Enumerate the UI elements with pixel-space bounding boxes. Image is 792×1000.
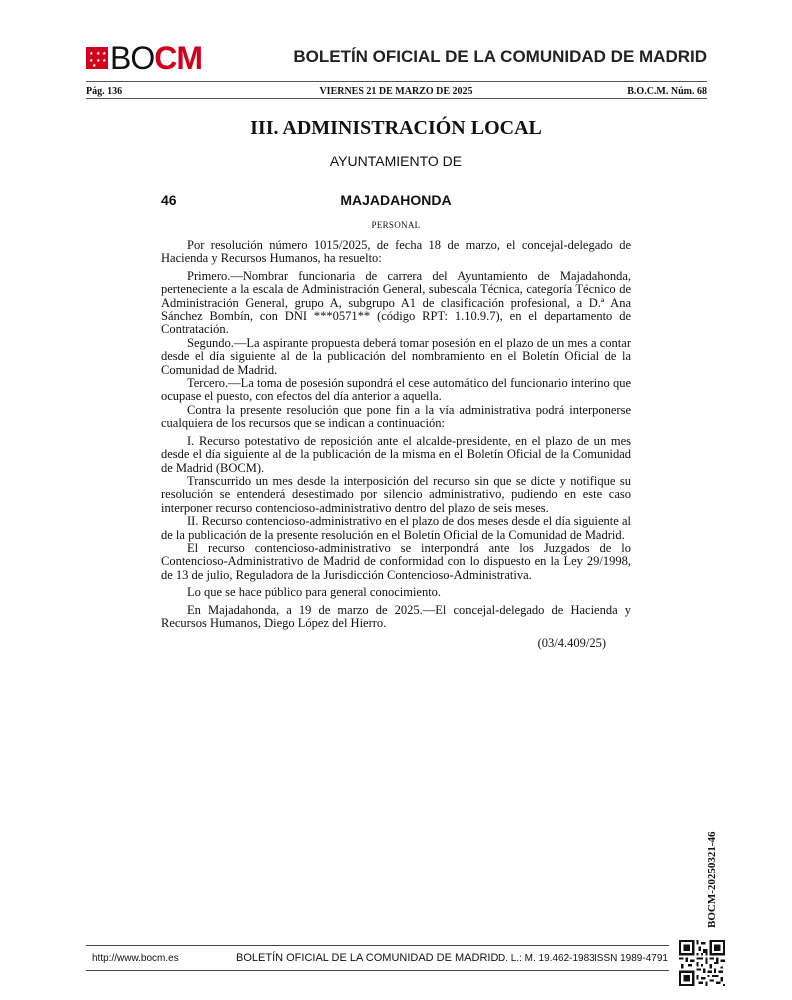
reference-code: (03/4.409/25) [537, 636, 606, 650]
issue-number: B.O.C.M. Núm. 68 [627, 86, 707, 97]
paragraph: El recurso contencioso-administrativo se interpondrá ante los Juzgados de lo Contencioso-Administrativo de Madrid de conformidad con lo dispuesto en la Ley 29/1998, de 13 de julio, Reguladora de la Jurisdicción Contencioso-Administrativa. [161, 540, 631, 582]
issue-date: VIERNES 21 DE MARZO DE 2025 [319, 86, 473, 97]
footer-legal-deposit: D. L.: M. 19.462-1983 [498, 953, 595, 964]
paragraph: Tercero.—La toma de posesión supondrá el cese automático del funcionario interino que ocupase el puesto, con efectos del día anterior a aquella. [161, 376, 631, 404]
qr-code-icon [679, 940, 725, 986]
paragraph: I. Recurso potestativo de reposición ante el alcalde-presidente, en el plazo de un mes desde el día siguiente al de la publicación de la misma en el Boletín Oficial de la Comunidad de Madrid (BOCM). [161, 433, 631, 475]
footer [86, 945, 669, 971]
ayuntamiento-label: AYUNTAMIENTO DE [329, 153, 463, 169]
footer-issn: ISSN 1989-4791 [594, 953, 668, 964]
side-code: BOCM-20250321-46 [706, 831, 718, 928]
madrid-stars-icon: ★ ★ ★ ★ ★ ★ ★ [86, 47, 108, 69]
logo-text: BOCM [110, 40, 202, 76]
paragraph: Primero.—Nombrar funcionaria de carrera del Ayuntamiento de Majadahonda, perteneciente a la escala de Administración General, subescala Técnica, categoría Técnico de Administración General, grupo A, subgrupo A1 de clasificación profesional, a D.ª Ana Sánchez Bombín, con DNI ***0571** (código RPT: 1.10.9.7), en el departamento de Contratación. [161, 268, 631, 337]
header-rule-bottom [86, 98, 707, 99]
paragraph: II. Recurso contencioso-administrativo en el plazo de dos meses desde el día siguiente al de la publicación de la presente resolución en el Boletín Oficial de la Comunidad de Madrid. [161, 514, 631, 542]
entry-number: 46 [161, 192, 177, 208]
paragraph: Transcurrido un mes desde la interposición del recurso sin que se dicte y notifique su resolución se entenderá desestimado por silencio administrativo, pudiendo en este caso interponer recurso contencioso-administrativo dentro del plazo de seis meses. [161, 473, 631, 515]
footer-url-link[interactable]: http://www.bocm.es [92, 953, 179, 964]
town-name: MAJADAHONDA [340, 192, 452, 208]
paragraph: Por resolución número 1015/2025, de fecha 18 de marzo, el concejal-delegado de Hacienda y Recursos Humanos, ha resuelto: [161, 238, 631, 266]
subheading: PERSONAL [371, 220, 421, 230]
header-rule-top [86, 81, 707, 82]
paragraph: En Majadahonda, a 19 de marzo de 2025.—El concejal-delegado de Hacienda y Recursos Humanos, Diego López del Hierro. [161, 602, 631, 630]
bocm-logo [86, 40, 202, 76]
paragraph: Lo que se hace público para general conocimiento. [187, 585, 442, 600]
paragraph: Segundo.—La aspirante propuesta deberá tomar posesión en el plazo de un mes a contar desde el día siguiente al de la publicación del nombramiento en el Boletín Oficial de la Comunidad de Madrid. [161, 335, 631, 377]
footer-title: BOLETÍN OFICIAL DE LA COMUNIDAD DE MADRID [236, 952, 499, 964]
resolution-body [161, 239, 631, 630]
page-number: Pág. 136 [86, 86, 123, 97]
section-title: III. ADMINISTRACIÓN LOCAL [250, 117, 542, 139]
header-title: BOLETÍN OFICIAL DE LA COMUNIDAD DE MADRID [293, 47, 707, 66]
paragraph: Contra la presente resolución que pone fin a la vía administrativa podrá interponerse cualquiera de los recursos que se indican a continuación: [161, 402, 631, 431]
